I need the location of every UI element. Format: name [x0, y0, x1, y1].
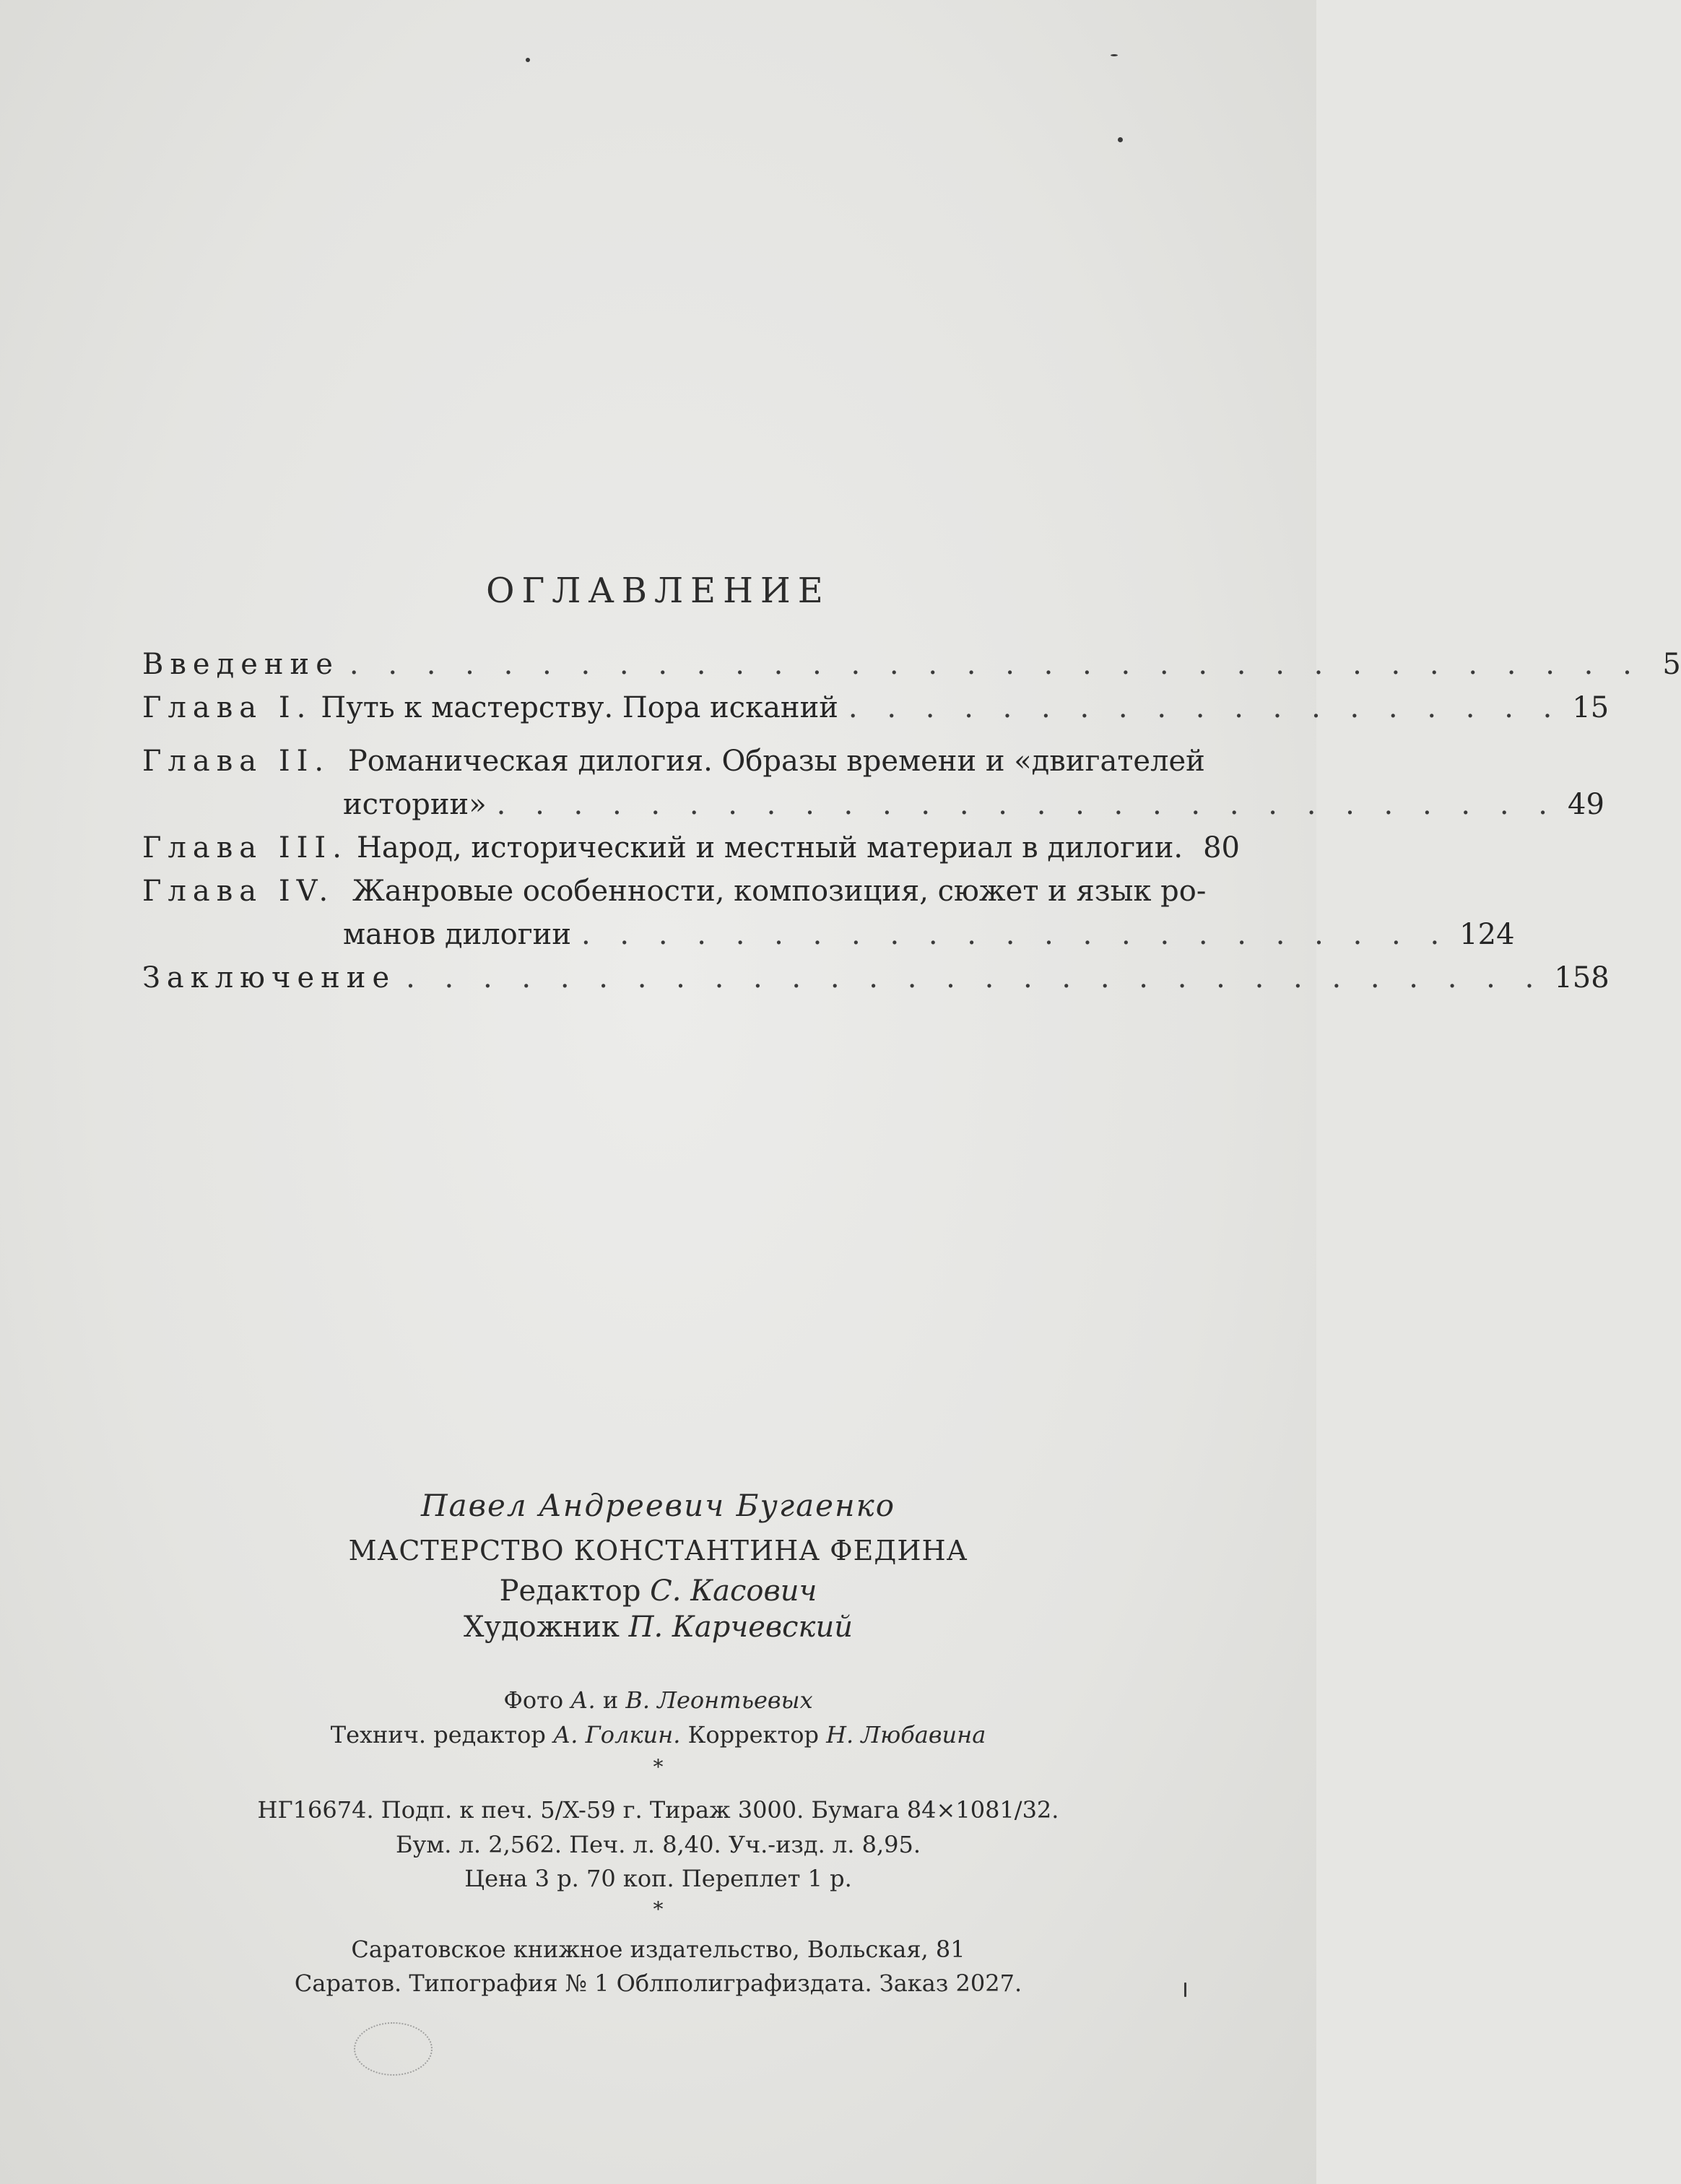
- toc-leader-dots: . . . . . . . . . . . . . . . . . . . . . . .: [581, 918, 1450, 951]
- toc-entry-chapter-1: [142, 686, 1610, 729]
- toc-entry-label: Глава I.: [142, 691, 313, 724]
- toc-page-number: 5: [1662, 648, 1681, 681]
- toc-entry-conclusion: [142, 956, 1610, 1000]
- corrector-label: Корректор: [687, 1721, 819, 1748]
- photo-names: В. Леонтьевых: [625, 1686, 813, 1714]
- toc-page-number: 49: [1568, 788, 1604, 821]
- imprint-book-title: МАСТЕРСТВО КОНСТАНТИНА ФЕДИНА: [348, 1535, 968, 1566]
- imprint-publisher: Саратовское книжное издательство, Вольская, 81: [351, 1936, 965, 1963]
- toc-leader-dots: . . . . . . . . . . . . . . . . . . . . . . . . . . . . . . . . . .: [349, 648, 1642, 681]
- corrector-name: Н. Любавина: [826, 1721, 986, 1748]
- photo-initial: А.: [570, 1686, 596, 1714]
- toc-entry-chapter-4: [142, 870, 1515, 956]
- toc-entry-title-continuation: манов дилогии: [343, 918, 571, 951]
- toc-title: ОГЛАВЛЕНИЕ: [486, 571, 830, 611]
- artist-label: Художник: [464, 1611, 620, 1644]
- toc-entry-introduction: [142, 643, 1681, 686]
- imprint-spec-line-2: Бум. л. 2,562. Печ. л. 8,40. Уч.-изд. л. 8,95.: [396, 1831, 921, 1858]
- tech-editor-label: Технич. редактор: [330, 1721, 546, 1748]
- imprint-author: Павел Андреевич Бугаенко: [420, 1488, 896, 1523]
- toc-entry-title: Романическая дилогия. Образы времени и «двигателей: [347, 745, 1205, 778]
- photo-label: Фото: [503, 1686, 564, 1714]
- imprint-photo: [0, 1686, 1316, 1714]
- paper-speck: [1111, 54, 1118, 56]
- toc-entry-title-continuation: истории»: [343, 788, 487, 821]
- toc-page-number: 158: [1554, 961, 1610, 994]
- imprint-editor: [0, 1574, 1316, 1608]
- toc-entry-label: Введение: [142, 648, 339, 681]
- toc-entry-label: Заключение: [142, 961, 396, 994]
- toc-entry-label: Глава II.: [142, 745, 331, 778]
- toc-leader-dots: . . . . . . . . . . . . . . . . . . . . . . . . . . . . . .: [406, 961, 1545, 994]
- table-of-contents: [142, 643, 1681, 1000]
- paper-smudge: [354, 2022, 433, 2076]
- toc-entry-title: Народ, исторический и местный материал в дилогии.: [356, 831, 1183, 864]
- imprint-spec-line-1: НГ16674. Подп. к печ. 5/X-59 г. Тираж 3000. Бумага 84×1081/32.: [257, 1796, 1059, 1824]
- toc-page-number: 124: [1459, 918, 1515, 951]
- imprint-separator: *: [653, 1897, 664, 1921]
- toc-entry-chapter-2: [142, 740, 1604, 826]
- paper-speck: [526, 58, 530, 62]
- photo-and: и: [602, 1686, 619, 1714]
- toc-leader-dots: . . . . . . . . . . . . . . . . . . . . . . . . . . . .: [496, 788, 1558, 821]
- paper-speck: [1118, 137, 1123, 142]
- paper-speck: [1184, 1982, 1186, 1997]
- toc-page-number: 80: [1203, 831, 1240, 864]
- toc-entry-chapter-3: [142, 826, 1240, 870]
- imprint-tech-editor: [0, 1721, 1316, 1748]
- editor-name: С. Касович: [650, 1574, 817, 1608]
- toc-leader-dots: . . . . . . . . . . . . . . . . . . .: [848, 691, 1563, 724]
- tech-editor-name: А. Голкин.: [553, 1721, 681, 1748]
- toc-page-number: 15: [1572, 691, 1610, 724]
- imprint-printing: Саратов. Типография № 1 Облполиграфиздата. Заказ 2027.: [294, 1970, 1022, 1997]
- toc-entry-label: Глава III.: [142, 831, 348, 864]
- toc-entry-label: Глава IV.: [142, 875, 335, 908]
- artist-name: П. Карчевский: [628, 1611, 853, 1644]
- toc-entry-title: Путь к мастерству. Пора исканий: [321, 691, 838, 724]
- editor-label: Редактор: [499, 1574, 641, 1608]
- imprint-price: Цена 3 р. 70 коп. Переплет 1 р.: [464, 1865, 852, 1892]
- imprint-separator: *: [653, 1755, 664, 1779]
- imprint-artist: [0, 1611, 1316, 1644]
- toc-entry-title: Жанровые особенности, композиция, сюжет и язык ро-: [352, 875, 1207, 908]
